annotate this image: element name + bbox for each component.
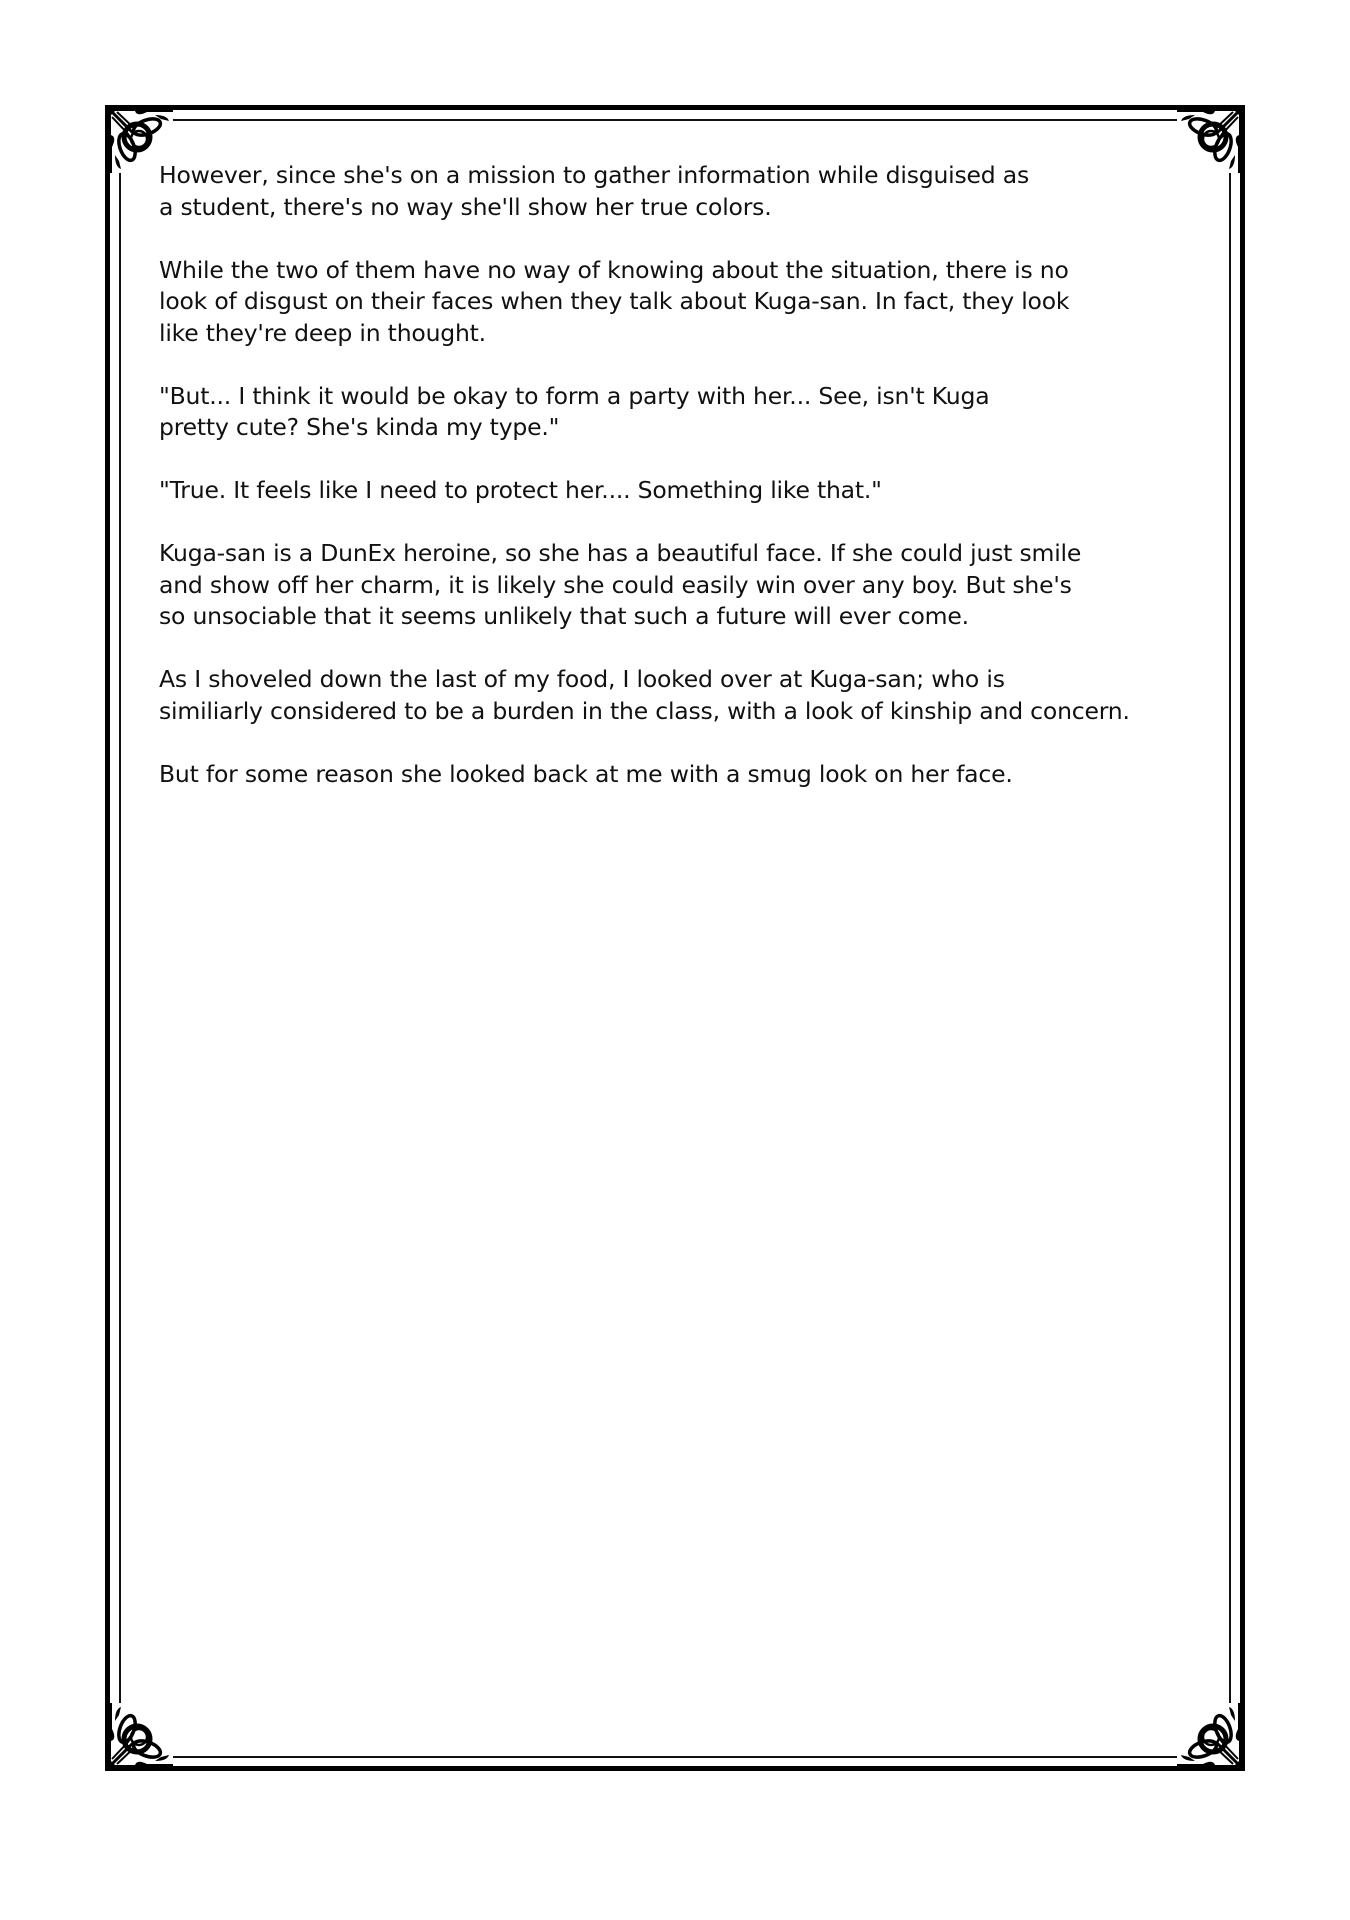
text-line: and show off her charm, it is likely she could easily win over any boy. But she's xyxy=(159,570,1072,599)
text-line: While the two of them have no way of knowing about the situation, there is no xyxy=(159,255,1069,284)
text-line: pretty cute? She's kinda my type." xyxy=(159,413,560,441)
paragraph xyxy=(159,759,1209,791)
text-line: like they're deep in thought. xyxy=(159,318,486,347)
text-line: "But... I think it would be okay to form a party with her... See, isn't Kuga xyxy=(159,381,990,410)
dialogue-paragraph xyxy=(159,475,1209,507)
paragraph xyxy=(159,160,1209,223)
text-line: similiarly considered to be a burden in the class, with a look of kinship and concern. xyxy=(159,696,1130,725)
dialogue-paragraph xyxy=(159,381,1209,444)
page-body-text xyxy=(159,160,1209,822)
text-line: look of disgust on their faces when they talk about Kuga-san. In fact, they look xyxy=(159,287,1070,315)
paragraph xyxy=(159,538,1209,633)
paragraph xyxy=(159,255,1209,350)
corner-ornament-icon xyxy=(1177,1703,1243,1769)
text-line: However, since she's on a mission to gather information while disguised as xyxy=(159,161,1030,189)
text-line: a student, there's no way she'll show her true colors. xyxy=(159,192,772,221)
text-line: But for some reason she looked back at me with a smug look on her face. xyxy=(159,759,1013,788)
text-line: Kuga-san is a DunEx heroine, so she has a beautiful face. If she could just smile xyxy=(159,539,1082,567)
paragraph xyxy=(159,664,1209,727)
text-line: "True. It feels like I need to protect her.... Something like that." xyxy=(159,476,882,504)
corner-ornament-icon xyxy=(107,1703,173,1769)
text-line: As I shoveled down the last of my food, I looked over at Kuga-san; who is xyxy=(159,665,1005,693)
text-line: so unsociable that it seems unlikely that such a future will ever come. xyxy=(159,602,969,630)
